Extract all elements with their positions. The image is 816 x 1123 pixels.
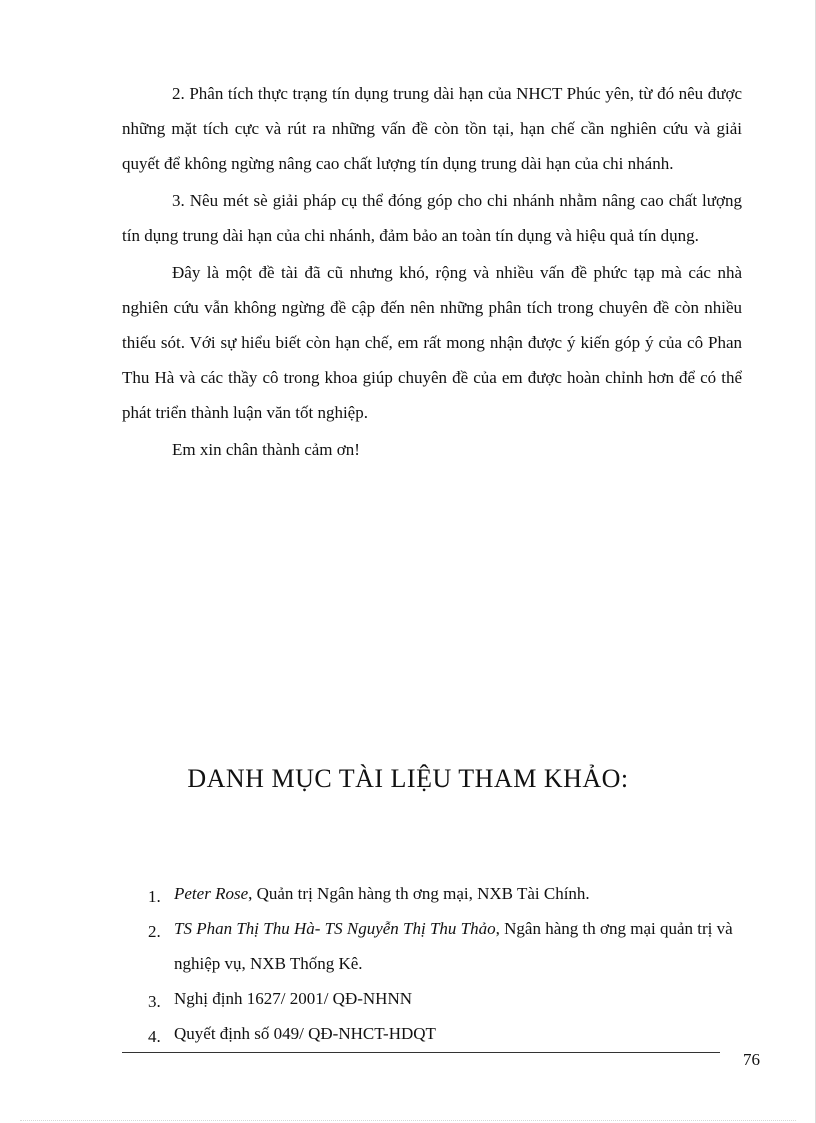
page-number: 76: [743, 1050, 760, 1069]
reference-text: , Ngân hàng th ơng mại quản trị và nghiệp vụ, NXB Thống Kê.: [174, 919, 733, 973]
page-bottom-border: [20, 1120, 796, 1121]
reference-item: [148, 981, 748, 1016]
reference-item: [148, 876, 748, 911]
reference-number: 2.: [148, 922, 161, 941]
paragraph-thanks: Em xin chân thành cảm ơn!: [172, 440, 360, 459]
reference-number: 4.: [148, 1027, 161, 1046]
reference-number: 1.: [148, 887, 161, 906]
paragraph-3: 3. Nêu mét sè giải pháp cụ thể đóng góp cho chi nhánh nhằm nâng cao chất lượng tín dụng trung dài hạn của chi nhánh, đảm bảo an toàn tín dụng và hiệu quả tín dụng.: [122, 191, 742, 245]
paragraph-2: 2. Phân tích thực trạng tín dụng trung dài hạn của NHCT Phúc yên, từ đó nêu được những mặt tích cực và rút ra những vấn đề còn tồn tại, hạn chế cần nghiên cứu và giải quyết để không ngừng nâng cao chất lượng tín dụng trung dài hạn của chi nhánh.: [122, 84, 742, 173]
reference-item: [148, 911, 748, 981]
references-list: [148, 876, 748, 1051]
reference-author: Peter Rose: [174, 884, 249, 903]
body-text: [122, 76, 742, 467]
reference-text: Nghị định 1627/ 2001/ QĐ-NHNN: [174, 989, 412, 1008]
reference-author: TS Phan Thị Thu Hà- TS Nguyễn Thị Thu Thảo: [174, 919, 496, 938]
references-title: DANH MỤC TÀI LIỆU THAM KHẢO:: [187, 764, 629, 793]
reference-text: , Quản trị Ngân hàng th ơng mại, NXB Tài Chính.: [248, 884, 590, 903]
footer-rule: [122, 1052, 720, 1053]
reference-item: [148, 1016, 748, 1051]
reference-number: 3.: [148, 992, 161, 1011]
paragraph-conclusion: Đây là một đề tài đã cũ nhưng khó, rộng và nhiều vấn đề phức tạp mà các nhà nghiên cứu vẫn không ngừng đề cập đến nên những phân tích trong chuyên đề còn nhiều thiếu sót. Với sự hiểu biết còn hạn chế, em rất mong nhận được ý kiến góp ý của cô Phan Thu Hà và các thầy cô trong khoa giúp chuyên đề của em được hoàn chỉnh hơn để có thể phát triển thành luận văn tốt nghiệp.: [122, 263, 742, 422]
reference-text: Quyết định số 049/ QĐ-NHCT-HDQT: [174, 1024, 436, 1043]
